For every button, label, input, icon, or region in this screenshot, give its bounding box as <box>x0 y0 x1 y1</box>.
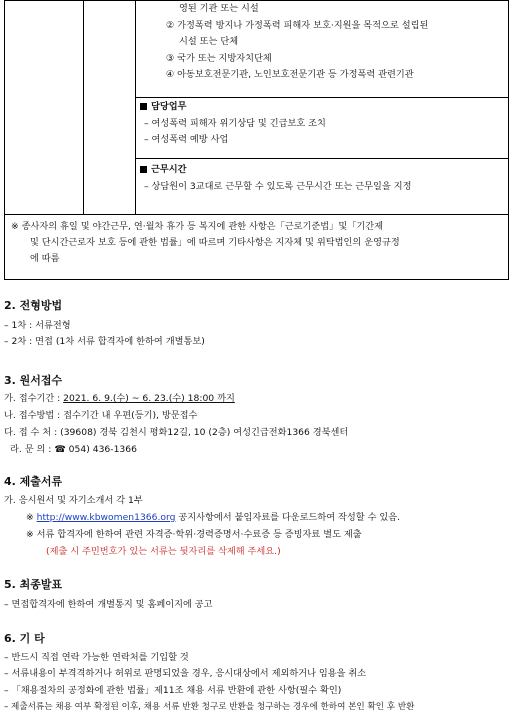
list-item: – 반드시 직접 연락 가능한 연락처를 기입할 것 <box>4 652 189 663</box>
square-bullet-icon <box>140 166 147 173</box>
documents-line: 가. 응시원서 및 자기소개서 각 1부 <box>4 495 143 506</box>
documents-warning: (제출 시 주민번호가 있는 서류는 뒷자리를 삭제해 주세요.) <box>46 546 281 557</box>
hours-title: 근무시간 <box>151 164 187 175</box>
note-line: ※ 종사자의 휴일 및 야간근무, 연·월차 휴가 등 복지에 관한 사항은「근로기준법」및「기간제 <box>11 221 384 232</box>
note-line: 및 단시간근로자 보호 등에 관한 법률」에 따르며 기타사항은 지자체 및 위탁법인의 운영규정 <box>30 237 400 248</box>
application-period <box>4 392 235 406</box>
note-mark: ※ <box>26 512 37 523</box>
period-label: 가. 접수기간 : <box>4 393 64 404</box>
job-detail-table <box>4 0 509 280</box>
application-method: 나. 접수방법 : 접수기간 내 우편(등기), 방문접수 <box>4 410 198 421</box>
square-bullet-icon <box>140 103 147 110</box>
table-empty-cell-1 <box>5 1 84 215</box>
website-link[interactable]: http://www.kbwomen1366.org <box>36 512 176 523</box>
note-line: 에 따름 <box>30 253 60 264</box>
eligible-institutions-cell <box>136 1 509 98</box>
welfare-note-cell <box>5 215 509 280</box>
list-item: – 제출서류는 채용 여부 확정된 이후, 채용 서류 반환 청구로 반환을 청구하는 경우에 한하여 본인 확인 후 반환 <box>4 702 415 712</box>
table-line: – 상담원이 3교대로 근무할 수 있도록 근무시간 또는 근무일을 지정 <box>144 180 412 192</box>
documents-download-note <box>4 511 400 525</box>
table-line: ③ 국가 또는 지방자치단체 <box>166 52 272 64</box>
table-line: – 여성폭력 피해자 위기상담 및 긴급보호 조치 <box>144 117 326 129</box>
documents-proof-note: ※ 서류 합격자에 한하여 관련 자격증·학위·경력증명서·수료증 등 증빙자료 별도 제출 <box>26 529 362 540</box>
table-line: ② 가정폭력 방지나 가정폭력 피해자 보호·지원을 목적으로 설립된 <box>166 19 429 31</box>
table-line: ④ 아동보호전문기관, 노인보호전문기관 등 가정폭력 관련기관 <box>166 69 414 80</box>
duties-cell <box>136 98 509 159</box>
list-item: – 서류내용이 부격격하거나 허위로 판명되었을 경우, 응시대상에서 제외하거나 임용을 취소 <box>4 668 367 679</box>
list-item: – 1차 : 서류전형 <box>4 320 71 331</box>
list-item: – 「채용절차의 공정화에 관한 법률」제11조 채용 서류 반환에 관한 사항(필수 확인) <box>4 685 342 696</box>
list-item: – 면접합격자에 한하여 개별통지 및 홈페이지에 공고 <box>4 599 213 610</box>
application-contact: 라. 문 의 : ☎ 054) 436-1366 <box>10 444 137 455</box>
section-title-announcement: 5. 최종발표 <box>4 578 63 591</box>
table-line: 영된 기관 또는 시설 <box>179 3 259 14</box>
application-address: 다. 접 수 처 : (39608) 경북 김천시 평화12길, 10 (2층) 여성긴급전화1366 경북센터 <box>4 427 349 438</box>
table-line: 시설 또는 단체 <box>179 36 239 47</box>
hours-cell <box>136 159 509 215</box>
section-title-etc: 6. 기 타 <box>4 632 45 645</box>
list-item: – 2차 : 면접 (1차 서류 합격자에 한하여 개별통보) <box>4 336 205 347</box>
table-line: – 여성폭력 예방 사업 <box>144 134 229 145</box>
section-title-application: 3. 원서접수 <box>4 374 63 387</box>
table-empty-cell-2 <box>84 1 136 215</box>
period-value: 2021. 6. 9.(수) ~ 6. 23.(수) 18:00 까지 <box>63 393 235 404</box>
note-text: 공지사항에서 붙임자료를 다운로드하여 작성할 수 있음. <box>175 512 401 523</box>
duties-title: 담당업무 <box>151 101 187 112</box>
section-title-selection: 2. 전형방법 <box>4 299 63 312</box>
section-title-documents: 4. 제출서류 <box>4 475 63 488</box>
